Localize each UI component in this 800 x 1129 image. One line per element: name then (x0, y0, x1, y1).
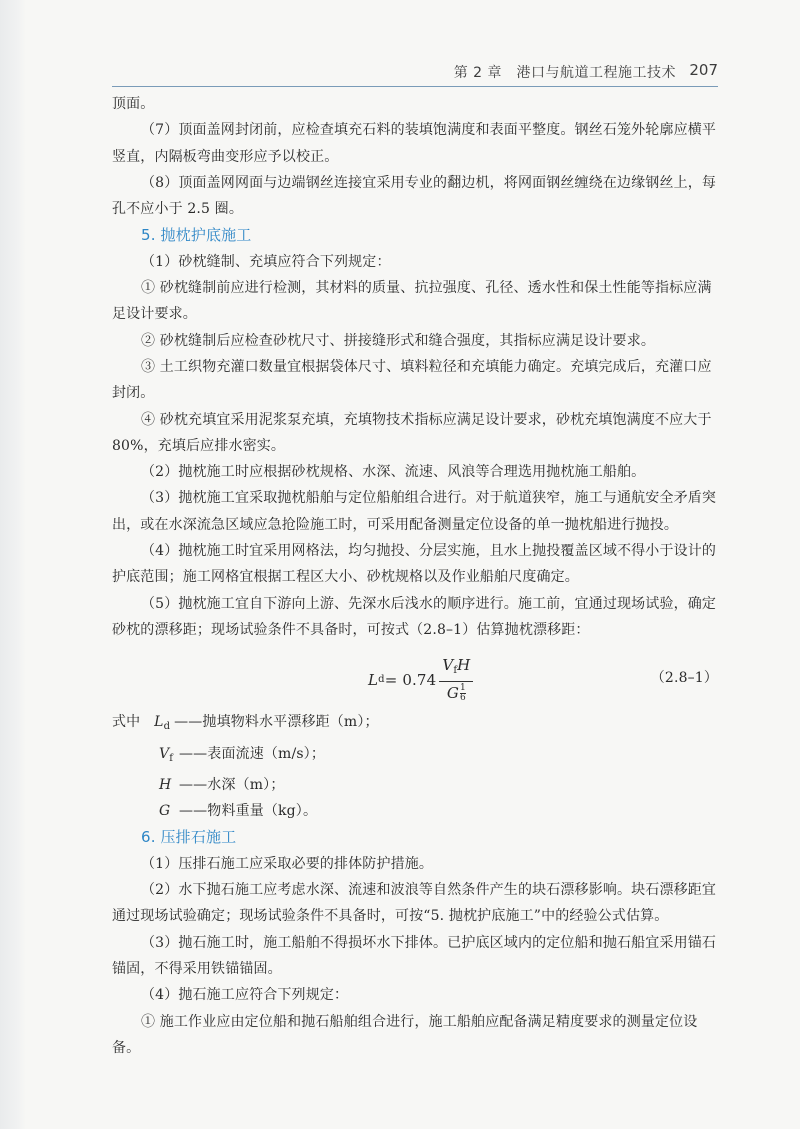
definition-row: G ——物料重量（kg）。 (159, 803, 318, 820)
formula-fraction (439, 655, 473, 704)
variable-definitions (112, 709, 718, 824)
definition-row: $V_f$ ——表面流速（m/s）； (159, 745, 325, 764)
running-header (112, 58, 718, 87)
paragraph: ③ 土工织物充灌口数量宜根据袋体尺寸、填料粒径和充填能力确定。充填完成后，充灌口应封闭。 (112, 358, 712, 402)
formula-lhs: L (368, 670, 379, 689)
page-edge-shadow (0, 0, 26, 1129)
paragraph: 顶面。 (112, 96, 155, 112)
paragraph: （1）砂枕缝制、充填应符合下列规定： (141, 253, 391, 270)
formula-block (112, 643, 718, 709)
formula-exponent: $\frac{1}{6}$ (459, 683, 466, 704)
formula-lhs-sub: d (378, 673, 385, 685)
paragraph: ② 砂枕缝制后应检查砂枕尺寸、拼接缝形式和缝合强度，其指标应满足设计要求。 (141, 332, 655, 349)
formula-coefficient: = 0.74 (384, 670, 437, 689)
section-heading: 5. 抛枕护底施工 (141, 226, 252, 245)
definition-row: H ——水深（m）； (159, 776, 285, 793)
paragraph: ① 施工作业应由定位船和抛石船舶组合进行，施工船舶应配备满足精度要求的测量定位设备。 (112, 1013, 698, 1056)
formula-label: （2.8–1） (650, 670, 718, 687)
paragraph: （2）抛枕施工时应根据砂枕规格、水深、流速、风浪等合理选用抛枕施工船舶。 (141, 464, 646, 481)
definition-row: 式中 $L_d$ ——抛填物料水平漂移距（m）； (112, 714, 379, 733)
paragraph: （3）抛石施工时，施工船舶不得损坏水下排体。已护底区域内的定位船和抛石船宜采用锚石锚固，不得采用铁锚锚固。 (112, 934, 717, 977)
paragraph: ① 砂枕缝制前应进行检测，其材料的质量、抗拉强度、孔径、透水性和保土性能等指标应满足设计要求。 (112, 280, 712, 323)
page-number: 207 (689, 61, 718, 79)
paragraph: （1）压排石施工应采取必要的排体防护措施。 (141, 855, 434, 872)
chapter-title: 第 2 章 港口与航道工程施工技术 (453, 65, 676, 81)
paragraph: （5）抛枕施工宜自下游向上游、先深水后浅水的顺序进行。施工前，宜通过现场试验，确定砂枕的漂移距；现场试验条件不具备时，可按式（2.8–1）估算抛枕漂移距： (112, 595, 717, 638)
paragraph: ④ 砂枕充填宜采用泥浆泵充填，充填物技术指标应满足设计要求，砂枕充填饱满度不应大于 80%，充填后应排水密实。 (112, 411, 712, 454)
formula-denominator: G $\frac{1}{6}$ (446, 683, 466, 704)
page-body (112, 91, 718, 1061)
paragraph: （4）抛石施工应符合下列规定： (141, 987, 349, 1004)
paragraph: （3）抛枕施工宜采取抛枕船舶与定位船舶组合进行。对于航道狭窄，施工与通航安全矛盾突出，或在水深流急区域应急抢险施工时，可采用配备测量定位设备的单一抛枕船进行抛投。 (112, 490, 717, 533)
paragraph: （7）顶面盖网封闭前，应检查填充石料的装填饱满度和表面平整度。钢丝石笼外轮廓应横平竖直，内隔板弯曲变形应予以校正。 (112, 122, 717, 165)
formula-numerator: $V_fH$ (439, 655, 473, 682)
formula (368, 655, 473, 704)
paragraph: （4）抛枕施工时宜采用网格法，均匀抛投、分层实施，且水上抛投覆盖区域不得小于设计的护底范围；施工网格宜根据工程区大小、砂枕规格以及作业船舶尺度确定。 (112, 543, 717, 586)
section-heading: 6. 压排石施工 (141, 828, 237, 847)
paragraph: （2）水下抛石施工应考虑水深、流速和波浪等自然条件产生的块石漂移影响。块石漂移距宜通过现场试验确定；现场试验条件不具备时，可按“5. 抛枕护底施工”中的经验公式估算。 (112, 882, 717, 925)
paragraph: （8）顶面盖网网面与边端钢丝连接宜采用专业的翻边机，将网面钢丝缠绕在边缘钢丝上，每孔不应小于 2.5 圈。 (112, 174, 717, 218)
